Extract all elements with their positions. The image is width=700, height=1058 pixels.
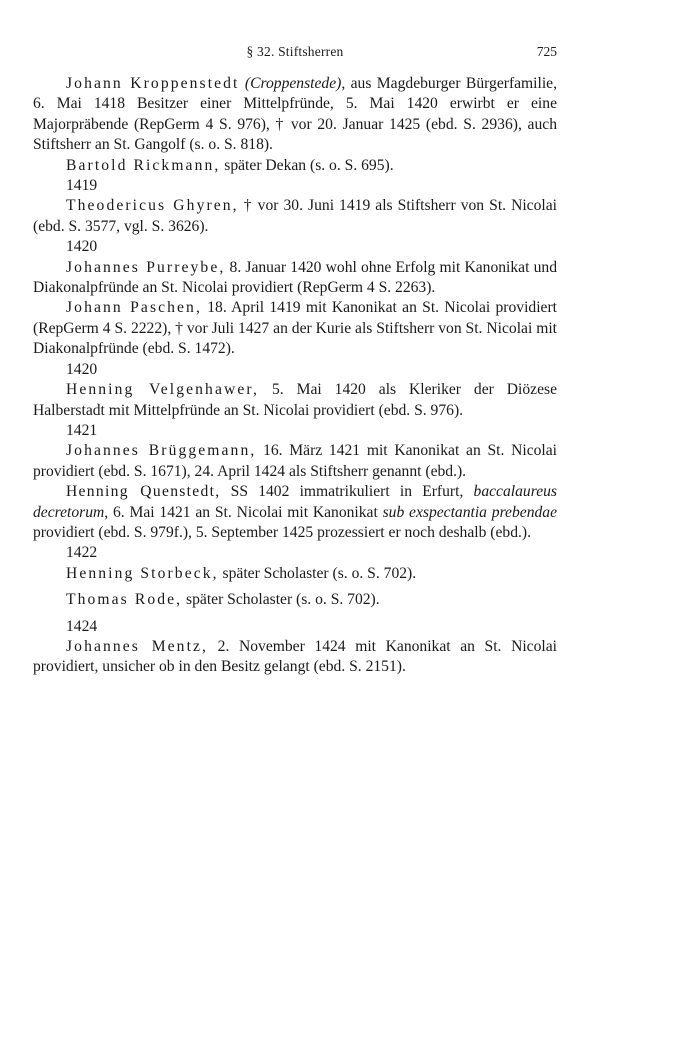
- entry-text: später Scholaster (s. o. S. 702).: [218, 564, 417, 582]
- entry-text: später Scholaster (s. o. S. 702).: [182, 591, 380, 609]
- entry-velgenhawer: [33, 380, 557, 421]
- person-name: Henning Velgenhawer,: [66, 381, 260, 399]
- running-header: [33, 44, 557, 64]
- page-number: 725: [536, 44, 557, 59]
- entry-ghyren: [33, 196, 557, 237]
- entry-rickmann: [33, 156, 557, 176]
- year-heading: 1420: [66, 360, 98, 378]
- entry-text: 5. Mai 1420 als Kleriker der Diözese Halberstadt mit Mittelpfründe an St. Nicolai providiert (ebd. S. 976).: [33, 381, 557, 419]
- entry-brueggemann: [33, 441, 557, 482]
- year-heading: 1421: [66, 421, 98, 439]
- entry-text: † vor 30. Juni 1419 als Stiftsherr von St. Nicolai (ebd. S. 3577, vgl. S. 3626).: [33, 197, 557, 235]
- year-heading: 1424: [66, 617, 98, 635]
- entry-kroppenstedt: [33, 74, 557, 156]
- entry-text: 18. April 1419 mit Kanonikat an St. Nicolai providiert (RepGerm 4 S. 2222), † vor Juli 1427 an der Kurie als Stiftsherr von St. Nicolai mit Diakonalpfründe (ebd. S. 1472).: [33, 299, 557, 358]
- entry-text: 2. November 1424 mit Kanonikat an St. Nicolai providiert, unsicher ob in den Besitz gelangt (ebd. S. 2151).: [33, 637, 557, 676]
- name-alias: (Croppenstede),: [244, 75, 346, 92]
- entry-purreybe: [33, 258, 557, 299]
- year-heading: 1422: [66, 544, 98, 562]
- entry-text: aus Magdeburger Bürgerfamilie, 6. Mai 1418 Besitzer einer Mittelpfründe, 5. Mai 1420 erwirbt er eine Majorpräbende (RepGerm 4 S. 976), † vor 20. Januar 1425 (ebd. S. 2936), auch Stiftsherr an St. Gangolf (s. o. S. 818).: [33, 75, 558, 154]
- entry-storbeck: [33, 564, 557, 584]
- year-heading: 1419: [66, 177, 98, 195]
- entry-text: 16. März 1421 mit Kanonikat an St. Nicolai providiert (ebd. S. 1671), 24. April 1424 als Stiftsherr genannt (ebd.).: [33, 442, 557, 480]
- section-title: § 32. Stiftsherren: [246, 44, 344, 59]
- person-name: Johann Kroppenstedt: [66, 75, 240, 92]
- person-name: Johannes Mentz,: [66, 637, 209, 655]
- person-name: Bartold Rickmann,: [66, 156, 221, 174]
- person-name: Johann Paschen,: [66, 299, 202, 317]
- entry-text: providiert (ebd. S. 979f.), 5. September 1425 prozessiert er noch deshalb (ebd.).: [33, 523, 531, 541]
- year-heading: 1420: [66, 238, 98, 256]
- person-name: Johannes Brüggemann,: [66, 442, 257, 460]
- entry-paschen: [33, 298, 557, 359]
- entry-rode: [33, 590, 557, 610]
- entry-text: 6. Mai 1421 an St. Nicolai mit Kanonikat: [108, 503, 383, 521]
- person-name: Johannes Purreybe,: [66, 258, 226, 276]
- person-name: Henning Storbeck,: [66, 564, 219, 582]
- person-name: Theodericus Ghyren,: [66, 197, 239, 215]
- entry-quenstedt: [33, 482, 557, 543]
- person-name: Henning Quenstedt,: [66, 483, 221, 501]
- latin-term: baccalaureus decretorum,: [33, 483, 557, 521]
- person-name: Thomas Rode,: [66, 591, 183, 609]
- latin-term: sub exspectantia prebendae: [382, 503, 558, 521]
- entry-text: später Dekan (s. o. S. 695).: [220, 156, 394, 174]
- entry-text: SS 1402 immatrikuliert in Erfurt,: [220, 483, 474, 501]
- text-body: [33, 74, 557, 678]
- entry-mentz: [33, 637, 557, 678]
- entry-text: 8. Januar 1420 wohl ohne Erfolg mit Kanonikat und Diakonalpfründe an St. Nicolai providiert (RepGerm 4 S. 2263).: [33, 258, 557, 297]
